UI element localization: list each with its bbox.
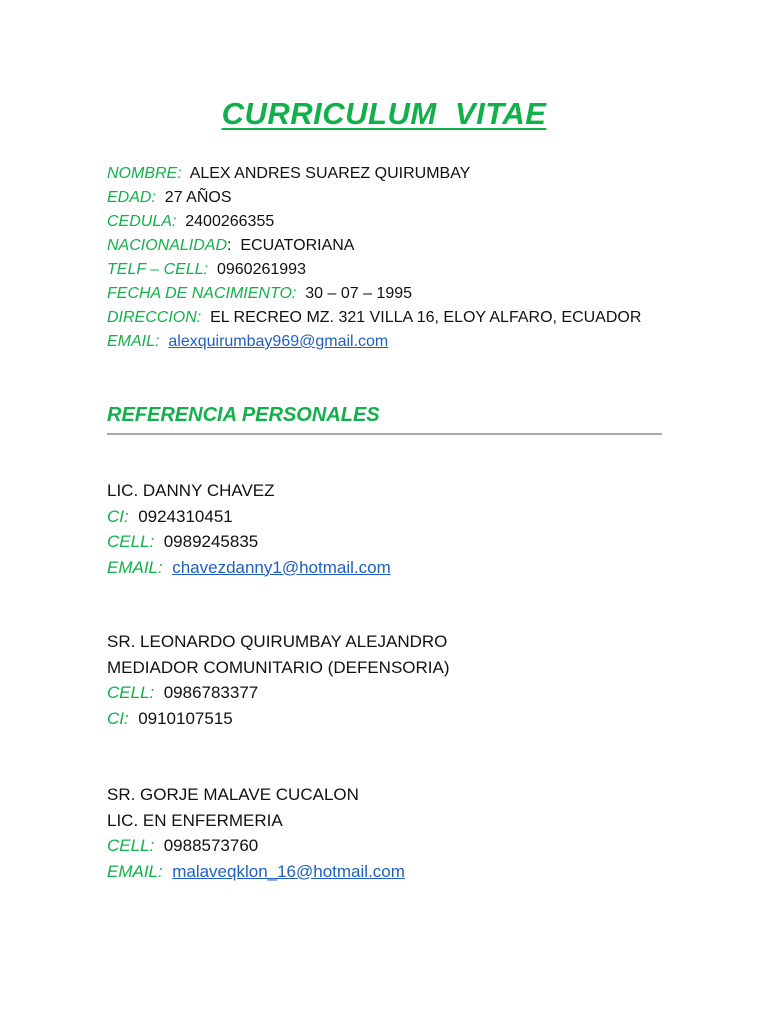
ref2-ci-value: 0910107515: [138, 708, 233, 728]
ref3-role: LIC. EN ENFERMERIA: [107, 810, 283, 830]
nacionalidad-label: NACIONALIDAD: [107, 237, 228, 254]
field-nombre: [107, 162, 470, 186]
ref2-role: MEDIADOR COMUNITARIO (DEFENSORIA): [107, 657, 450, 677]
ref3-cell-label: CELL:: [107, 836, 155, 855]
nombre-label: NOMBRE:: [107, 165, 182, 182]
ref1-cell: [107, 529, 258, 555]
field-cedula: [107, 210, 274, 234]
ref2-ci-label: CI:: [107, 708, 129, 728]
ref1-email: [107, 555, 391, 581]
fecha-value: 30 – 07 – 1995: [305, 285, 413, 302]
edad-value: 27 AÑOS: [164, 189, 232, 206]
ref1-ci-value: 0924310451: [138, 506, 233, 526]
ref1-ci: [107, 504, 233, 530]
ref3-email-label: EMAIL:: [107, 861, 163, 881]
ref1-cell-label: CELL:: [107, 532, 155, 551]
ref1-email-label: EMAIL:: [107, 557, 163, 577]
ref2-cell-value: 0986783377: [163, 683, 259, 702]
cedula-value: 2400266355: [185, 213, 275, 230]
ref2-cell: [107, 680, 258, 706]
ref2-cell-label: CELL:: [107, 683, 155, 702]
ref1-name: LIC. DANNY CHAVEZ: [107, 481, 275, 500]
edad-label: EDAD:: [107, 189, 156, 206]
email-label: EMAIL:: [107, 333, 160, 350]
field-direccion: [107, 306, 641, 330]
section-title-referencias: REFERENCIA PERSONALES: [107, 404, 380, 426]
direccion-label: DIRECCION:: [107, 309, 202, 326]
fecha-label: FECHA DE NACIMIENTO:: [107, 285, 297, 302]
nacionalidad-value: ECUATORIANA: [240, 237, 355, 254]
telf-value: 0960261993: [216, 261, 306, 278]
field-email: [107, 330, 388, 354]
ref3-email-link[interactable]: malaveqklon_16@hotmail.com: [172, 861, 405, 881]
ref2-name: SR. LEONARDO QUIRUMBAY ALEJANDRO: [107, 632, 448, 651]
ref3-email: [107, 859, 405, 885]
ref1-email-link[interactable]: chavezdanny1@hotmail.com: [172, 557, 391, 577]
ref2-ci: [107, 706, 233, 732]
direccion-value: EL RECREO MZ. 321 VILLA 16, ELOY ALFARO, ECUADOR: [210, 309, 642, 326]
email-link[interactable]: alexquirumbay969@gmail.com: [168, 333, 389, 350]
ref1-ci-label: CI:: [107, 506, 129, 526]
telf-label: TELF – CELL:: [107, 261, 209, 278]
document-title: CURRICULUM VITAE: [221, 96, 547, 131]
cedula-label: CEDULA:: [107, 213, 177, 230]
nombre-value: ALEX ANDRES SUAREZ QUIRUMBAY: [189, 165, 471, 182]
field-edad: [107, 186, 232, 210]
ref3-cell: [107, 833, 258, 859]
field-telf: [107, 258, 306, 282]
field-nacionalidad: NACIONALIDAD: ECUATORIANA: [107, 237, 355, 254]
section-divider: [107, 433, 662, 435]
ref3-name: SR. GORJE MALAVE CUCALON: [107, 785, 359, 804]
ref3-cell-value: 0988573760: [163, 836, 259, 855]
ref1-cell-value: 0989245835: [163, 532, 259, 551]
field-fecha: [107, 282, 412, 306]
